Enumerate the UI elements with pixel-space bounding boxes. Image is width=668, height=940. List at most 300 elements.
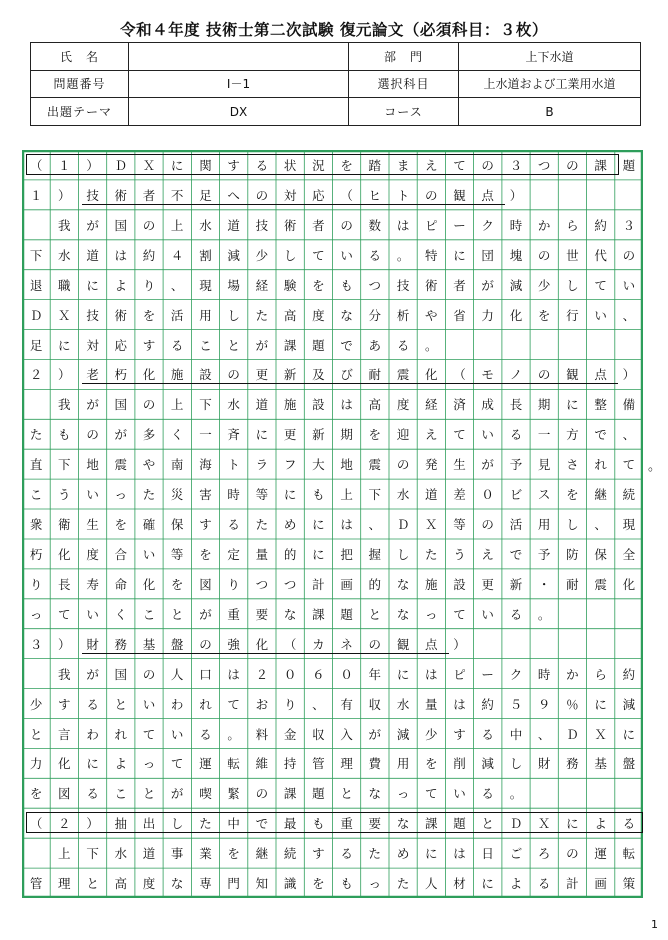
grid-cell: 管 [312,756,325,772]
grid-cell: い [622,277,636,293]
grid-cell: る [481,726,494,742]
grid-cell: に [594,696,607,712]
grid-cell: 題 [312,337,325,353]
grid-cell: の [566,846,579,862]
grid-cell: 差 [453,487,466,503]
grid-cell: ク [481,217,494,233]
grid-cell: 朽 [29,547,43,562]
grid-cell: 最 [283,816,297,832]
grid-cell: 析 [396,307,410,323]
grid-cell: 。 [396,247,410,263]
grid-cell: 中 [509,726,523,742]
grid-cell: 技 [396,277,410,293]
grid-cell: て [453,158,466,173]
grid-cell: Ｄ [509,816,523,832]
grid-cell: 者 [453,277,466,293]
grid-cell: 課 [283,786,297,802]
grid-cell: Ｘ [594,726,607,742]
grid-cell: も [58,427,71,443]
grid-cell: 地 [86,457,99,473]
grid-cell: い [453,786,466,802]
grid-cell: 道 [425,487,438,503]
grid-cell: が [86,397,99,413]
page-number: 1 [651,918,658,931]
grid-cell: 省 [453,307,466,323]
grid-cell: ３ [29,636,43,652]
grid-cell: よ [509,876,523,892]
grid-cell: 道 [86,247,99,263]
grid-cell: ） [622,367,636,383]
grid-cell: の [481,517,494,532]
grid-cell: 力 [481,307,494,323]
grid-cell: を [368,427,382,443]
grid-cell: 方 [566,427,579,443]
grid-cell: ） [86,158,99,173]
grid-cell: 、 [170,277,184,293]
grid-cell: は [425,666,438,682]
grid-cell: に [425,846,438,862]
grid-cell: い [594,307,607,323]
grid-cell: 計 [312,576,325,592]
grid-cell: 題 [340,606,353,622]
grid-cell: 南 [170,457,184,473]
grid-cell: の [396,457,410,473]
grid-cell: ー [481,666,494,682]
grid-cell: の [368,636,382,652]
grid-cell: 代 [594,247,607,263]
grid-cell: 活 [509,517,523,532]
grid-cell: し [396,547,410,562]
grid-cell: モ [481,367,494,383]
grid-cell: 下 [29,247,43,263]
grid-cell: ） [58,187,71,203]
grid-cell: 費 [368,756,382,772]
grid-cell: 理 [58,876,71,892]
grid-cell: 課 [283,337,297,353]
grid-cell: 約 [594,217,607,233]
grid-cell: 更 [255,367,269,383]
grid-cell: ら [594,666,607,682]
grid-cell: 一 [537,427,551,443]
name-value [129,43,349,71]
grid-cell: 転 [622,846,636,862]
grid-cell: 化 [58,547,71,562]
grid-cell: ス [537,487,551,503]
grid-cell: 経 [425,397,438,413]
grid-cell: 続 [283,846,297,862]
grid-cell: も [312,816,325,832]
grid-cell: お [255,696,269,712]
grid-cell: 減 [227,247,240,263]
grid-cell: ３ [509,158,523,173]
grid-cell: ノ [509,367,523,383]
grid-cell: て [170,756,184,772]
grid-cell: に [312,517,325,532]
grid-cell: に [453,247,466,263]
grid-cell: 専 [199,876,212,892]
grid-cell: ） [58,367,71,383]
grid-cell: よ [114,277,128,293]
grid-cell: 者 [142,187,156,203]
grid-cell: 減 [509,277,523,293]
grid-cell: 道 [227,217,240,233]
grid-cell: 要 [255,606,269,622]
grid-cell: 生 [86,517,99,532]
grid-cell: な [283,606,297,622]
grid-cell: す [312,846,325,862]
grid-cell: Ｘ [142,158,156,173]
grid-cell: た [396,876,410,892]
heading-box [26,154,619,175]
grid-cell: ヒ [368,187,382,203]
grid-cell: 化 [509,307,523,323]
grid-cell: に [86,756,99,772]
grid-cell: 震 [114,457,128,473]
grid-cell: 下 [58,457,71,473]
grid-cell: 確 [142,517,156,532]
grid-cell: 画 [594,876,607,892]
grid-cell: 寿 [86,576,99,592]
grid-cell: 、 [537,726,551,742]
grid-cell: フ [283,457,297,473]
grid-cell: 課 [425,816,438,832]
grid-cell: 盤 [622,756,636,772]
grid-cell: 活 [170,307,184,323]
grid-row [22,210,643,241]
grid-cell: と [114,696,128,712]
grid-cell: Ｄ [396,517,410,532]
grid-cell: 運 [594,846,607,862]
grid-cell: 題 [453,816,466,832]
grid-cell: 高 [114,876,128,892]
grid-row [22,359,643,390]
grid-cell: 高 [368,397,382,413]
grid-cell: す [227,158,240,173]
grid-cell: 災 [170,487,184,503]
grid-cell: で [255,816,269,832]
grid-cell: 関 [199,158,212,173]
grid-cell: 基 [142,636,156,652]
grid-cell: の [537,367,551,383]
grid-cell: や [425,307,438,323]
grid-cell: 度 [86,547,99,562]
grid-cell: 門 [227,876,240,892]
grid-cell: 高 [283,307,297,323]
grid-cell: 施 [425,576,438,592]
grid-cell: 年 [368,666,382,682]
grid-cell: 予 [509,457,523,473]
grid-cell: る [509,606,523,622]
grid-cell: 知 [255,876,269,892]
grid-cell: た [255,307,269,323]
grid-cell: う [453,547,466,562]
grid-cell: た [368,846,382,862]
grid-cell: ー [453,217,466,233]
grid-cell: 。 [227,726,240,742]
grid-cell: か [537,217,551,233]
grid-cell: め [396,846,410,862]
grid-cell: 等 [170,547,184,562]
grid-cell: い [481,427,494,443]
grid-cell: を [312,277,325,293]
grid-row [22,748,643,779]
grid-cell: Ｘ [537,816,551,832]
grid-cell: は [340,397,353,413]
grid-cell: 力 [29,756,43,772]
grid-cell: う [58,487,71,503]
grid-cell: の [622,247,636,263]
grid-cell: 防 [566,547,579,562]
grid-cell: 迎 [396,427,410,443]
grid-cell: わ [86,726,99,742]
grid-cell: へ [227,187,240,203]
grid-row [22,150,643,181]
grid-cell: 抽 [114,816,128,832]
grid-cell: 生 [453,457,466,473]
grid-cell: 度 [142,876,156,892]
grid-cell: り [142,277,156,293]
grid-cell: の [255,187,269,203]
grid-cell [22,838,50,869]
grid-cell: よ [594,816,607,832]
grid-cell: に [170,158,184,173]
grid-cell: 水 [396,487,410,503]
grid-cell: 上 [170,217,184,233]
grid-cell: て [594,277,607,293]
grid-cell: 衛 [58,517,71,532]
grid-cell: に [396,666,410,682]
grid-cell: 道 [142,846,156,862]
grid-cell: 重 [227,606,240,622]
grid-cell: の [199,636,212,652]
heading-underline [82,383,618,384]
grid-cell: 新 [283,367,297,383]
grid-cell: 退 [29,277,43,293]
grid-cell: 化 [58,756,71,772]
grid-cell: ２ [29,367,43,383]
grid-cell: の [86,427,99,443]
grid-cell: 衆 [29,517,43,532]
grid-cell: つ [537,158,551,173]
subject-value: 上水道および工業用水道 [459,70,641,98]
grid-cell: な [340,307,353,323]
grid-cell: ま [396,158,410,173]
grid-cell [22,389,50,420]
grid-cell: 。 [509,786,523,802]
grid-cell: と [227,337,240,353]
grid-cell: 数 [368,217,382,233]
grid-cell: 分 [368,307,382,323]
grid-cell: 国 [114,397,128,413]
grid-cell: い [340,247,353,263]
grid-cell: は [227,666,240,682]
grid-cell: し [227,307,240,323]
grid-row [22,509,643,540]
grid-cell: る [509,427,523,443]
grid-cell: 。 [425,337,438,353]
grid-cell: り [227,576,240,592]
grid-row [22,479,643,510]
grid-cell: 財 [537,756,551,772]
grid-row [22,659,643,690]
grid-cell: 点 [594,367,607,383]
grid-cell: ０ [481,487,494,503]
grid-cell: っ [114,487,128,503]
grid-cell: て [227,696,240,712]
grid-cell: な [396,606,410,622]
grid-cell: る [396,337,410,353]
grid-cell: は [453,846,466,862]
grid-cell: 団 [481,247,494,263]
grid-cell: を [142,307,156,323]
grid-cell: で [594,427,607,443]
grid-cell: こ [199,337,212,353]
grid-cell: す [58,696,71,712]
grid-cell: 技 [86,187,99,203]
grid-cell: れ [199,696,212,712]
division-value: 上下水道 [459,43,641,71]
grid-cell: の [537,247,551,263]
grid-cell: 課 [312,606,325,622]
grid-cell: 、 [622,307,636,323]
grid-cell: 人 [425,876,438,892]
grid-cell: 現 [199,277,212,293]
grid-cell: す [453,726,466,742]
grid-cell: 技 [86,307,99,323]
grid-cell: す [142,337,156,353]
grid-row [22,449,643,480]
grid-cell: 金 [283,726,297,742]
grid-cell: る [622,816,636,832]
grid-cell: ピ [425,217,438,233]
grid-cell: に [622,726,636,742]
grid-cell: 大 [312,457,325,473]
grid-cell: 約 [142,247,156,263]
grid-cell: 人 [170,666,184,682]
grid-cell: ト [227,457,240,473]
grid-cell: 化 [142,367,156,383]
grid-row [22,599,643,630]
grid-cell: 務 [114,636,128,652]
grid-cell: を [566,487,579,503]
grid-cell: 耐 [566,576,579,592]
grid-cell: び [340,367,353,383]
grid-cell: 足 [199,187,212,203]
grid-cell: ５ [509,696,523,712]
grid-cell: は [114,247,128,263]
grid-cell: な [170,876,184,892]
grid-cell: し [566,517,579,532]
grid-cell: と [86,876,99,892]
grid-cell: 整 [594,397,607,413]
course-value: B [459,98,641,126]
grid-cell: る [255,158,269,173]
grid-cell: が [114,427,128,443]
grid-cell: 図 [58,786,71,802]
grid-cell: 成 [481,397,494,413]
grid-cell: 技 [255,217,269,233]
grid-cell: が [368,726,382,742]
grid-cell: す [199,517,212,532]
grid-cell: １ [29,187,43,203]
grid-cell: た [425,547,438,562]
grid-cell: っ [396,786,410,802]
grid-cell: し [509,756,523,772]
grid-cell: ３ [622,217,636,233]
grid-cell: 備 [622,397,636,413]
grid-cell: り [283,696,297,712]
grid-cell: え [425,427,438,443]
grid-cell: 期 [340,427,353,443]
grid-cell: （ [283,636,297,652]
grid-cell: 題 [312,786,325,802]
division-label: 部 門 [349,43,459,71]
grid-cell: 割 [199,247,212,263]
grid-cell: 設 [312,397,325,413]
grid-cell: 震 [396,367,410,383]
grid-cell: 、 [594,517,607,532]
manuscript-grid [22,150,662,898]
grid-cell: に [283,487,297,503]
grid-cell: な [396,576,410,592]
grid-cell: 下 [199,397,212,413]
grid-cell: 点 [481,187,494,203]
grid-cell: ） [509,187,523,203]
grid-row [22,569,643,600]
grid-cell: 設 [199,367,212,383]
grid-cell: 約 [481,696,494,712]
grid-cell: 持 [283,756,297,772]
grid-cell: 料 [255,726,269,742]
grid-cell: Ｄ [29,307,43,323]
problem-number-label: 問題番号 [31,70,129,98]
grid-cell: 斉 [227,427,240,443]
grid-cell: 足 [29,337,43,353]
grid-cell: る [86,786,99,802]
grid-cell: っ [142,756,156,772]
grid-cell: と [481,816,494,832]
grid-cell: 入 [340,726,353,742]
grid-row [22,270,643,301]
grid-cell: る [340,846,353,862]
grid-cell: 海 [199,457,212,473]
grid-cell: （ [29,816,43,832]
grid-cell: ） [58,636,71,652]
grid-cell: に [481,876,494,892]
grid-cell: 我 [58,397,71,413]
grid-cell: に [255,427,269,443]
grid-cell: え [481,547,494,562]
grid-cell: ２ [255,666,269,682]
grid-cell: 約 [622,666,636,682]
grid-cell: 現 [622,517,636,532]
grid-cell: 期 [537,397,551,413]
grid-cell: ９ [537,696,551,712]
grid-cell: 下 [86,846,99,862]
grid-row [22,419,643,450]
grid-cell: 化 [255,636,269,652]
grid-cell: 少 [29,696,43,712]
grid-cell: 上 [340,487,353,503]
grid-cell: た [199,816,212,832]
grid-cell: ０ [340,666,353,682]
grid-cell: が [199,606,212,622]
grid-cell: 済 [453,397,466,413]
grid-cell: 度 [396,397,410,413]
grid-cell: 験 [283,277,297,293]
grid-cell: し [566,277,579,293]
heading-underline [82,653,449,654]
